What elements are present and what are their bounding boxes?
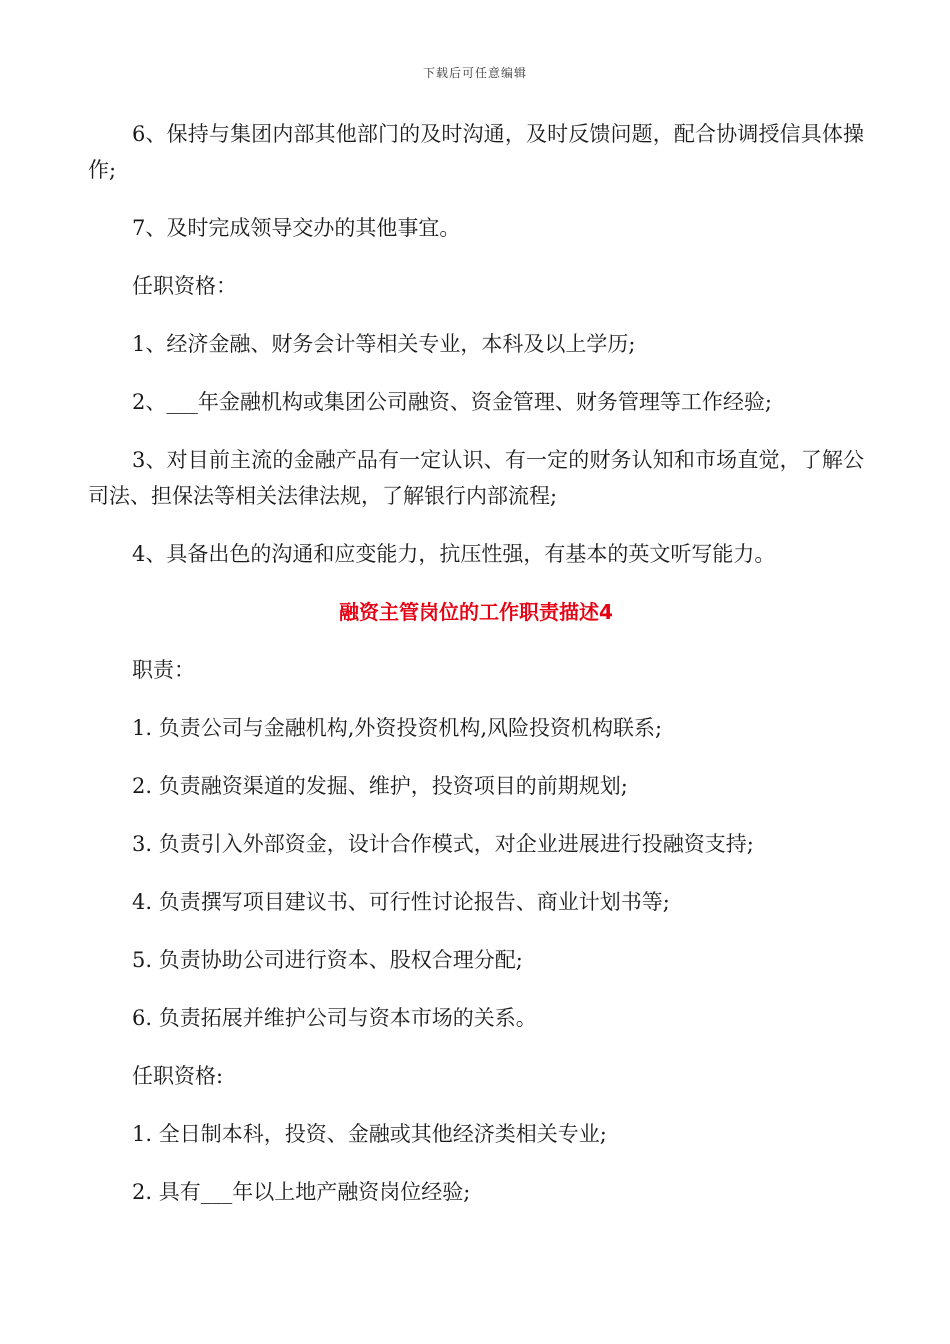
duty-list-item-6: 6. 负责拓展并维护公司与资本市场的关系。 bbox=[132, 1006, 537, 1030]
duty-list-item-4: 4. 负责撰写项目建议书、可行性讨论报告、商业计划书等; bbox=[132, 890, 670, 914]
duty-list-item-2: 2. 负责融资渠道的发掘、维护，投资项目的前期规划; bbox=[132, 774, 628, 798]
duty-list-item-1: 1. 负责公司与金融机构,外资投资机构,风险投资机构联系; bbox=[132, 716, 663, 740]
qualification-item-1: 1、经济金融、财务会计等相关专业，本科及以上学历; bbox=[132, 332, 636, 356]
duty-list-item-3: 3. 负责引入外部资金，设计合作模式，对企业进展进行投融资支持; bbox=[132, 832, 754, 856]
duties-label: 职责： bbox=[132, 658, 195, 682]
qualification-list-item-1: 1. 全日制本科，投资、金融或其他经济类相关专业; bbox=[132, 1122, 607, 1146]
qualification-item-3: 3、对目前主流的金融产品有一定认识、有一定的财务认知和市场直觉，了解公司法、担保法等相关法律法规，了解银行内部流程; bbox=[88, 448, 864, 508]
page-header-note: 下载后可任意编辑 bbox=[422, 66, 527, 80]
qualifications-label: 任职资格： bbox=[132, 274, 237, 298]
qualification-item-4: 4、具备出色的沟通和应变能力，抗压性强，有基本的英文听写能力。 bbox=[132, 542, 776, 566]
duty-list-item-5: 5. 负责协助公司进行资本、股权合理分配; bbox=[132, 948, 523, 972]
duty-item-6: 6、保持与集团内部其他部门的及时沟通，及时反馈问题，配合协调授信具体操作; bbox=[88, 122, 864, 182]
qualification-item-2: 2、___年金融机构或集团公司融资、资金管理、财务管理等工作经验; bbox=[132, 390, 772, 414]
section-title: 融资主管岗位的工作职责描述4 bbox=[339, 600, 613, 624]
qualifications-label-2: 任职资格: bbox=[132, 1064, 224, 1088]
document-body bbox=[88, 116, 864, 1232]
duty-item-7: 7、及时完成领导交办的其他事宜。 bbox=[132, 216, 461, 240]
qualification-list-item-2: 2. 具有___年以上地产融资岗位经验; bbox=[132, 1180, 471, 1204]
